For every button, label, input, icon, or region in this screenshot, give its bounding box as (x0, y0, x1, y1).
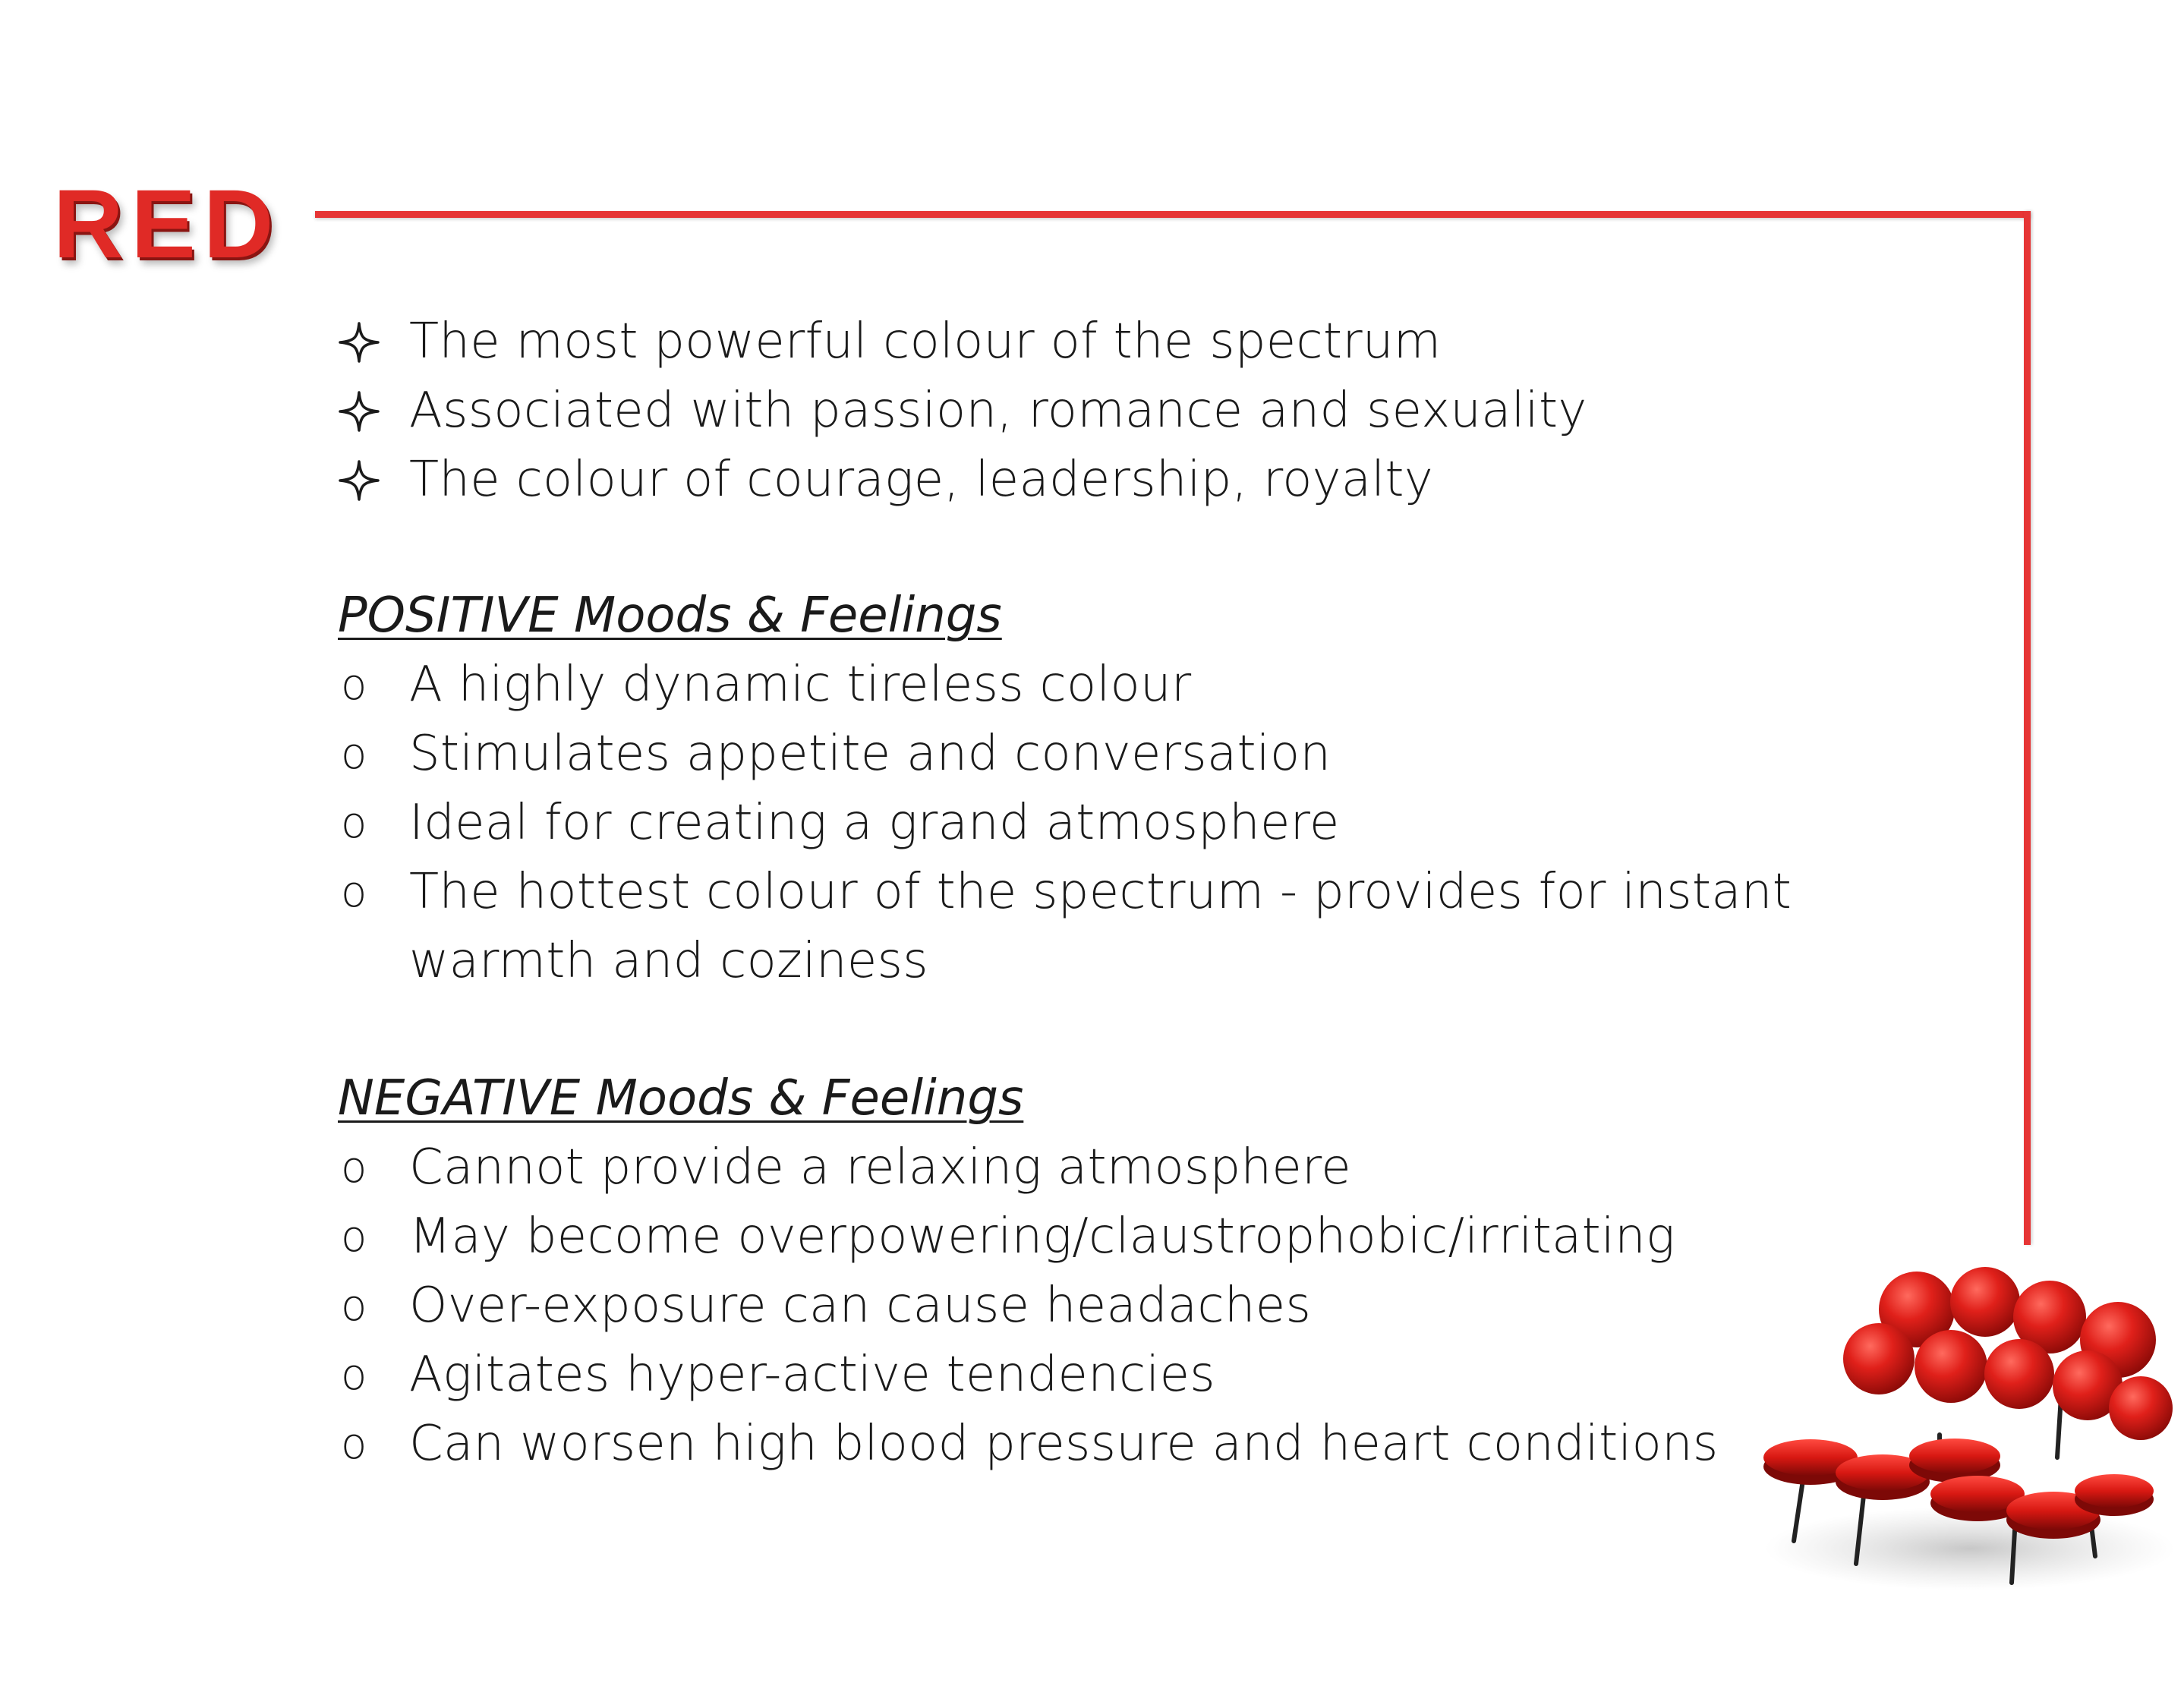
bullet-item (338, 377, 1962, 446)
list-item-text: Ideal for creating a grand atmosphere (409, 795, 1340, 851)
content (338, 307, 1962, 1479)
four-point-star-icon (338, 377, 409, 446)
circle-bullet-icon: o (341, 1143, 367, 1193)
four-point-star-icon (338, 446, 409, 515)
list-item-text: Over-exposure can cause headaches (409, 1278, 1312, 1334)
list-item (338, 1202, 1962, 1272)
list-item (338, 789, 1962, 858)
circle-bullet-icon: o (341, 1281, 367, 1331)
list-item (338, 1341, 1962, 1410)
list-item-text: Can worsen high blood pressure and heart conditions (409, 1416, 1719, 1472)
list-item (338, 858, 1962, 996)
negative-heading: NEGATIVE Moods & Feelings (338, 1070, 1024, 1127)
list-item (338, 1410, 1962, 1479)
list-item-text: The hottest colour of the spectrum - provides for instant warmth and coziness (409, 864, 1792, 989)
circle-bullet-icon: o (341, 1420, 367, 1469)
list-item-text: Cannot provide a relaxing atmosphere (409, 1139, 1351, 1196)
bullet-item (338, 307, 1962, 377)
list-item-text: Stimulates appetite and conversation (409, 726, 1332, 782)
list-item-text: May become overpowering/claustrophobic/irritating (409, 1209, 1675, 1265)
frame-top-line (315, 211, 2031, 218)
positive-heading: POSITIVE Moods & Feelings (338, 588, 1002, 644)
list-item (338, 720, 1962, 789)
frame-right-line (2024, 211, 2031, 1245)
bullet-text: The colour of courage, leadership, royalty (409, 452, 1434, 508)
circle-bullet-icon: o (341, 660, 367, 710)
red-marshmallow-sofa-image (1750, 1245, 2175, 1594)
page-title: RED (53, 170, 282, 279)
circle-bullet-icon: o (341, 799, 367, 848)
circle-bullet-icon: o (341, 868, 367, 917)
circle-bullet-icon: o (341, 1212, 367, 1262)
circle-bullet-icon: o (341, 1350, 367, 1400)
spacer (338, 515, 1962, 581)
bullet-text: Associated with passion, romance and sexuality (409, 383, 1587, 439)
list-item (338, 1272, 1962, 1341)
bullet-text: The most powerful colour of the spectrum (409, 314, 1442, 370)
list-item-text: Agitates hyper-active tendencies (409, 1347, 1215, 1403)
list-item (338, 651, 1962, 720)
list-item-text: A highly dynamic tireless colour (409, 657, 1192, 713)
bullet-item (338, 446, 1962, 515)
four-point-star-icon (338, 307, 409, 377)
spacer (338, 996, 1962, 1064)
list-item (338, 1133, 1962, 1202)
circle-bullet-icon: o (341, 730, 367, 779)
